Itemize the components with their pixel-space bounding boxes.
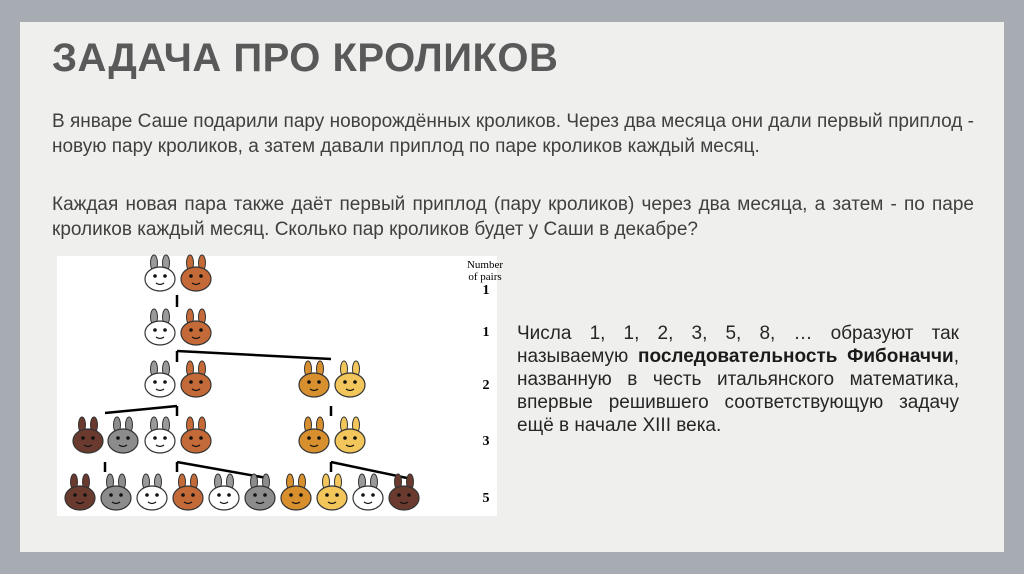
rabbit-icon xyxy=(101,474,131,510)
pairs-count-month-1: 1 xyxy=(482,283,490,298)
rabbit-icon xyxy=(181,417,211,453)
pairs-header-line-1: Number xyxy=(466,259,504,271)
slide-title: ЗАДАЧА ПРО КРОЛИКОВ xyxy=(52,36,559,80)
rabbit-icon xyxy=(245,474,275,510)
rabbit-icon xyxy=(281,474,311,510)
paragraph-2: Каждая новая пара также даёт первый приплод (пару кроликов) через два месяца, а затем - по паре кроликов каждый месяц. Сколько пар кроликов будет у Саши в декабре? xyxy=(52,194,974,240)
rabbit-icon xyxy=(353,474,383,510)
rabbit-icon xyxy=(145,361,175,397)
rabbit-icon xyxy=(317,474,347,510)
rabbit-tree-diagram xyxy=(57,256,504,516)
rabbit-icon xyxy=(145,417,175,453)
rabbit-icon xyxy=(335,361,365,397)
fibonacci-note xyxy=(517,322,959,437)
rabbit-icon xyxy=(181,255,211,291)
rabbit-icon xyxy=(137,474,167,510)
fibonacci-note-part-2: , названную в честь итальянского математика, впервые решившего соответствующую задачу ещё в начале XIII века. xyxy=(517,346,959,436)
rabbit-icon xyxy=(145,309,175,345)
rabbit-icon xyxy=(73,417,103,453)
pairs-count-month-3: 2 xyxy=(482,378,490,393)
rabbit-icon xyxy=(173,474,203,510)
pairs-header-line-2: of pairs xyxy=(468,271,502,283)
pairs-count-month-2: 1 xyxy=(482,325,490,340)
rabbit-icon xyxy=(389,474,419,510)
fibonacci-note-part-1: Числа 1, 1, 2, 3, 5, 8, … образуют так называемую xyxy=(517,323,959,367)
pairs-count-month-5: 5 xyxy=(482,491,490,506)
paragraph-1: В январе Саше подарили пару новорождённых кроликов. Через два месяца они дали первый приплод - новую пару кроликов, а затем давали приплод по паре кроликов каждый месяц. xyxy=(52,111,974,157)
rabbit-icon xyxy=(209,474,239,510)
rabbit-icon xyxy=(145,255,175,291)
rabbit-icon xyxy=(335,417,365,453)
rabbit-tree-figure xyxy=(57,256,504,516)
rabbit-icon xyxy=(181,361,211,397)
pairs-count-month-4: 3 xyxy=(482,434,490,449)
slide xyxy=(20,22,1004,552)
rabbit-icon xyxy=(299,361,329,397)
rabbit-icon xyxy=(108,417,138,453)
rabbit-icon xyxy=(65,474,95,510)
rabbit-icon xyxy=(299,417,329,453)
rabbit-icon xyxy=(181,309,211,345)
fibonacci-sequence-term: последовательность Фибоначчи xyxy=(637,346,954,367)
